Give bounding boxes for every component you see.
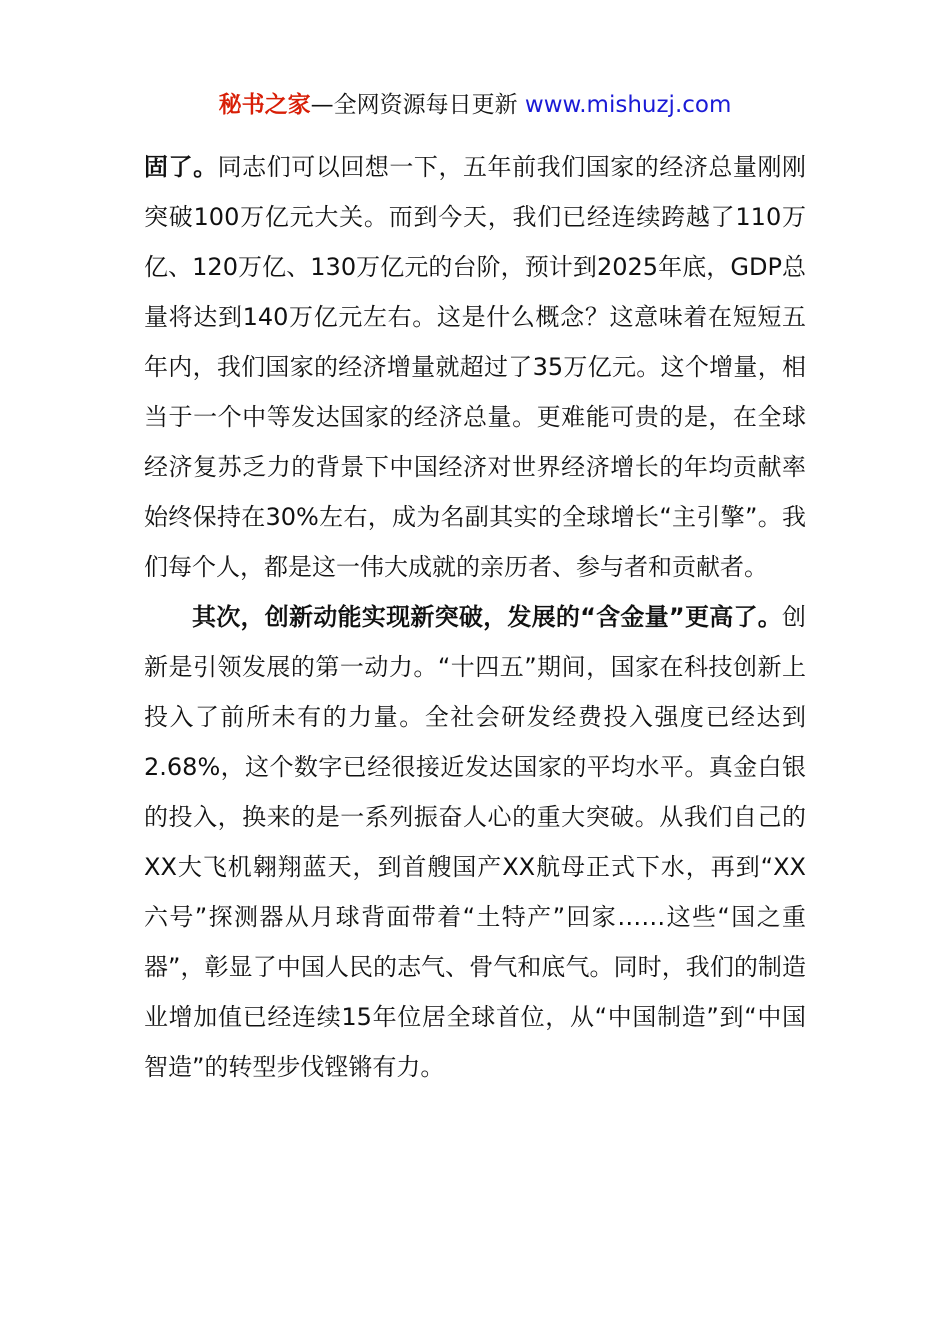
paragraph-1-lead: 固了。 [144, 153, 218, 181]
header-tagline: —全网资源每日更新 [310, 92, 525, 118]
page-header [0, 90, 950, 120]
paragraph-1-text: 同志们可以回想一下，五年前我们国家的经济总量刚刚突破100万亿元大关。而到今天，我们已经连续跨越了110万亿、120万亿、130万亿元的台阶，预计到2025年底，GDP总量将达到140万亿元左右。这是什么概念？这意味着在短短五年内，我们国家的经济增量就超过了35万亿元。这个增量，相当于一个中等发达国家的经济总量。更难能可贵的是，在全球经济复苏乏力的背景下中国经济对世界经济增长的年均贡献率始终保持在30%左右，成为名副其实的全球增长“主引擎”。我们每个人，都是这一伟大成就的亲历者、参与者和贡献者。 [144, 153, 807, 581]
document-body [144, 142, 806, 1092]
paragraph-2-text: 创新是引领发展的第一动力。“十四五”期间，国家在科技创新上投入了前所未有的力量。全社会研发经费投入强度已经达到2.68%，这个数字已经很接近发达国家的平均水平。真金白银的投入，换来的是一系列振奋人心的重大突破。从我们自己的XX大飞机翱翔蓝天，到首艘国产XX航母正式下水，再到“XX六号”探测器从月球背面带着“土特产”回家……这些“国之重器”，彰显了中国人民的志气、骨气和底气。同时，我们的制造业增加值已经连续15年位居全球首位，从“中国制造”到“中国智造”的转型步伐铿锵有力。 [144, 603, 806, 1081]
paragraph-2-lead: 其次，创新动能实现新突破，发展的“含金量”更高了。 [192, 603, 782, 631]
paragraph-1 [144, 142, 806, 592]
paragraph-2 [144, 592, 806, 1092]
website-url[interactable]: www.mishuzj.com [524, 92, 732, 118]
brand-name: 秘书之家 [218, 92, 311, 118]
